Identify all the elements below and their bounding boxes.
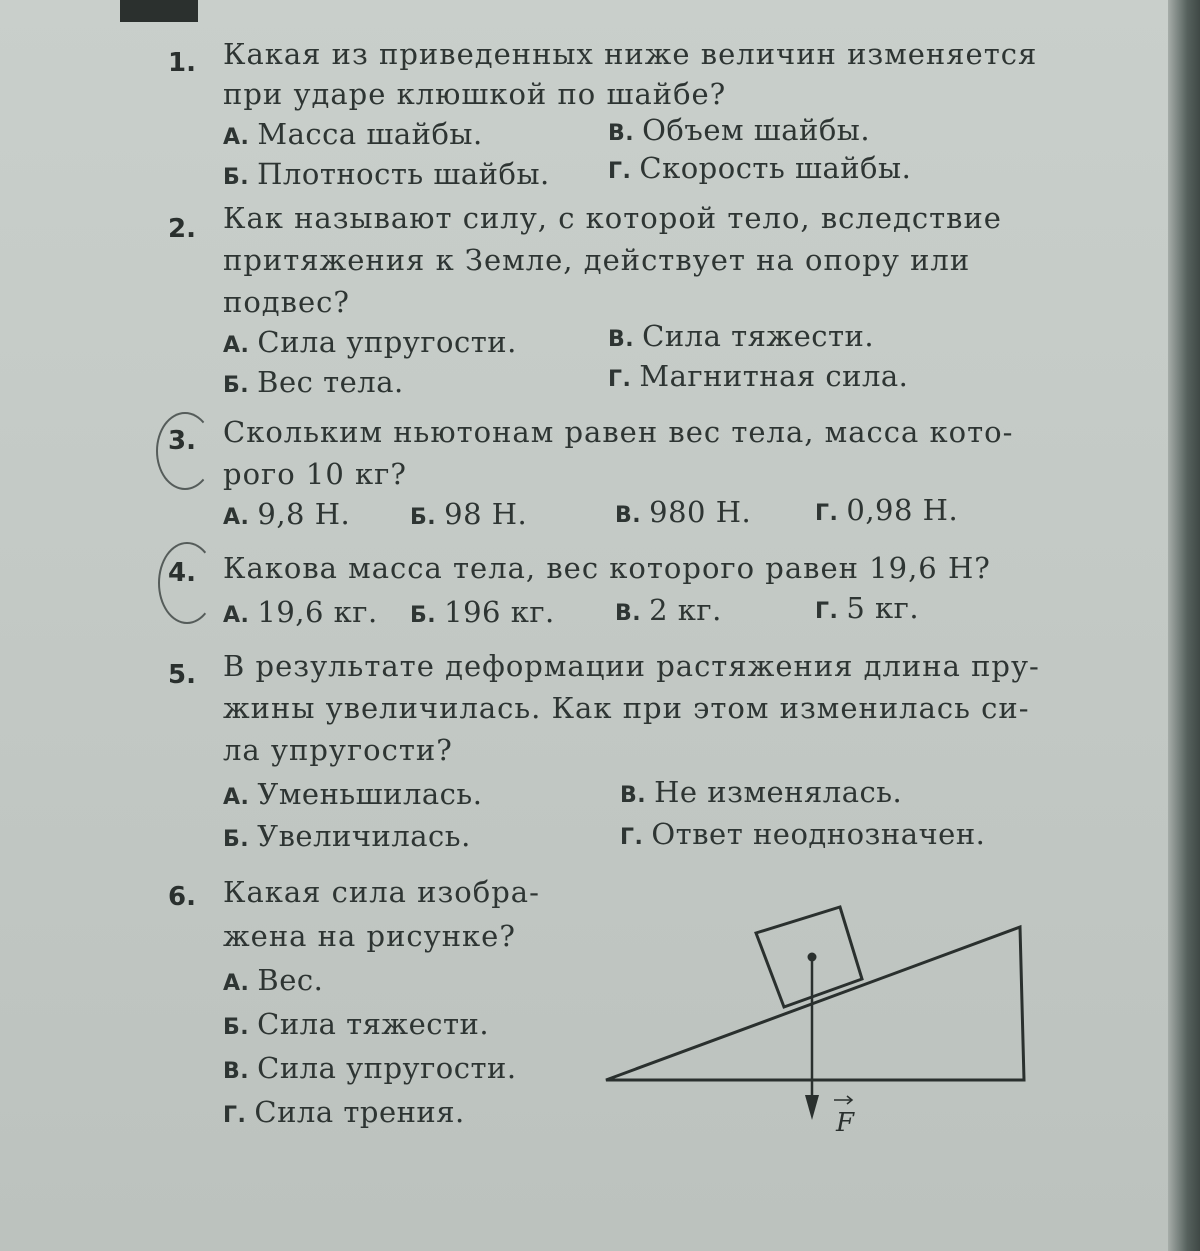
question-number: 6.	[168, 882, 196, 912]
option-b: Б. Сила тяжести.	[223, 1007, 490, 1041]
option-v: В. Сила тяжести.	[608, 319, 875, 353]
question-number: 5.	[168, 660, 196, 690]
option-a: А. 9,8 Н.	[223, 497, 351, 531]
option-b: Б. Плотность шайбы.	[223, 157, 550, 191]
question-text-line: при ударе клюшкой по шайбе?	[223, 77, 727, 111]
option-a: А. Сила упругости.	[223, 325, 517, 359]
question-text-line: Какая из приведенных ниже величин изменяется	[223, 37, 1038, 71]
option-v: В. 980 Н.	[615, 495, 752, 529]
corner-mark	[120, 0, 198, 22]
question-text-line: Какова масса тела, вес которого равен 19,6 Н?	[223, 551, 991, 585]
question-text-line: ла упругости?	[223, 733, 453, 767]
option-v: В. 2 кг.	[615, 593, 722, 627]
question-text-line: Как называют силу, с которой тело, вследствие	[223, 201, 1002, 235]
inclined-plane	[606, 927, 1024, 1080]
option-v: В. Объем шайбы.	[608, 113, 871, 147]
question-text-line: Какая сила изобра-	[223, 875, 540, 909]
option-b: Б. 196 кг.	[410, 595, 555, 629]
option-v: В. Не изменялась.	[620, 775, 903, 809]
option-g: Г. 5 кг.	[815, 591, 920, 625]
option-g: Г. Сила трения.	[223, 1095, 465, 1129]
question-text-line: притяжения к Земле, действует на опору или	[223, 243, 971, 277]
question-number: 1.	[168, 48, 196, 78]
option-g: Г. Магнитная сила.	[608, 359, 909, 393]
page-edge-shadow	[1168, 0, 1200, 1251]
option-g: Г. 0,98 Н.	[815, 493, 959, 527]
question-number: 4.	[168, 558, 196, 588]
option-b: Б. 98 Н.	[410, 497, 528, 531]
option-a: А. Уменьшилась.	[223, 777, 483, 811]
question-text-line: рого 10 кг?	[223, 457, 407, 491]
question-text-line: жена на рисунке?	[223, 919, 516, 953]
incline-diagram	[600, 895, 1040, 1145]
option-a: А. Вес.	[223, 963, 324, 997]
option-b: Б. Вес тела.	[223, 365, 404, 399]
question-number: 2.	[168, 214, 196, 244]
option-g: Г. Ответ неоднозначен.	[620, 817, 986, 851]
question-text-line: подвес?	[223, 285, 350, 319]
question-text-line: жины увеличилась. Как при этом изменилась си-	[223, 691, 1030, 725]
question-text-line: Скольким ньютонам равен вес тела, масса кото-	[223, 415, 1014, 449]
option-a: А. 19,6 кг.	[223, 595, 378, 629]
question-text-line: В результате деформации растяжения длина пру-	[223, 649, 1040, 683]
question-number: 3.	[168, 426, 196, 456]
force-arrow-head	[805, 1095, 819, 1120]
option-b: Б. Увеличилась.	[223, 819, 471, 853]
option-g: Г. Скорость шайбы.	[608, 151, 912, 185]
force-label: F	[836, 1108, 855, 1138]
option-v: В. Сила упругости.	[223, 1051, 517, 1085]
option-a: А. Масса шайбы.	[223, 117, 483, 151]
